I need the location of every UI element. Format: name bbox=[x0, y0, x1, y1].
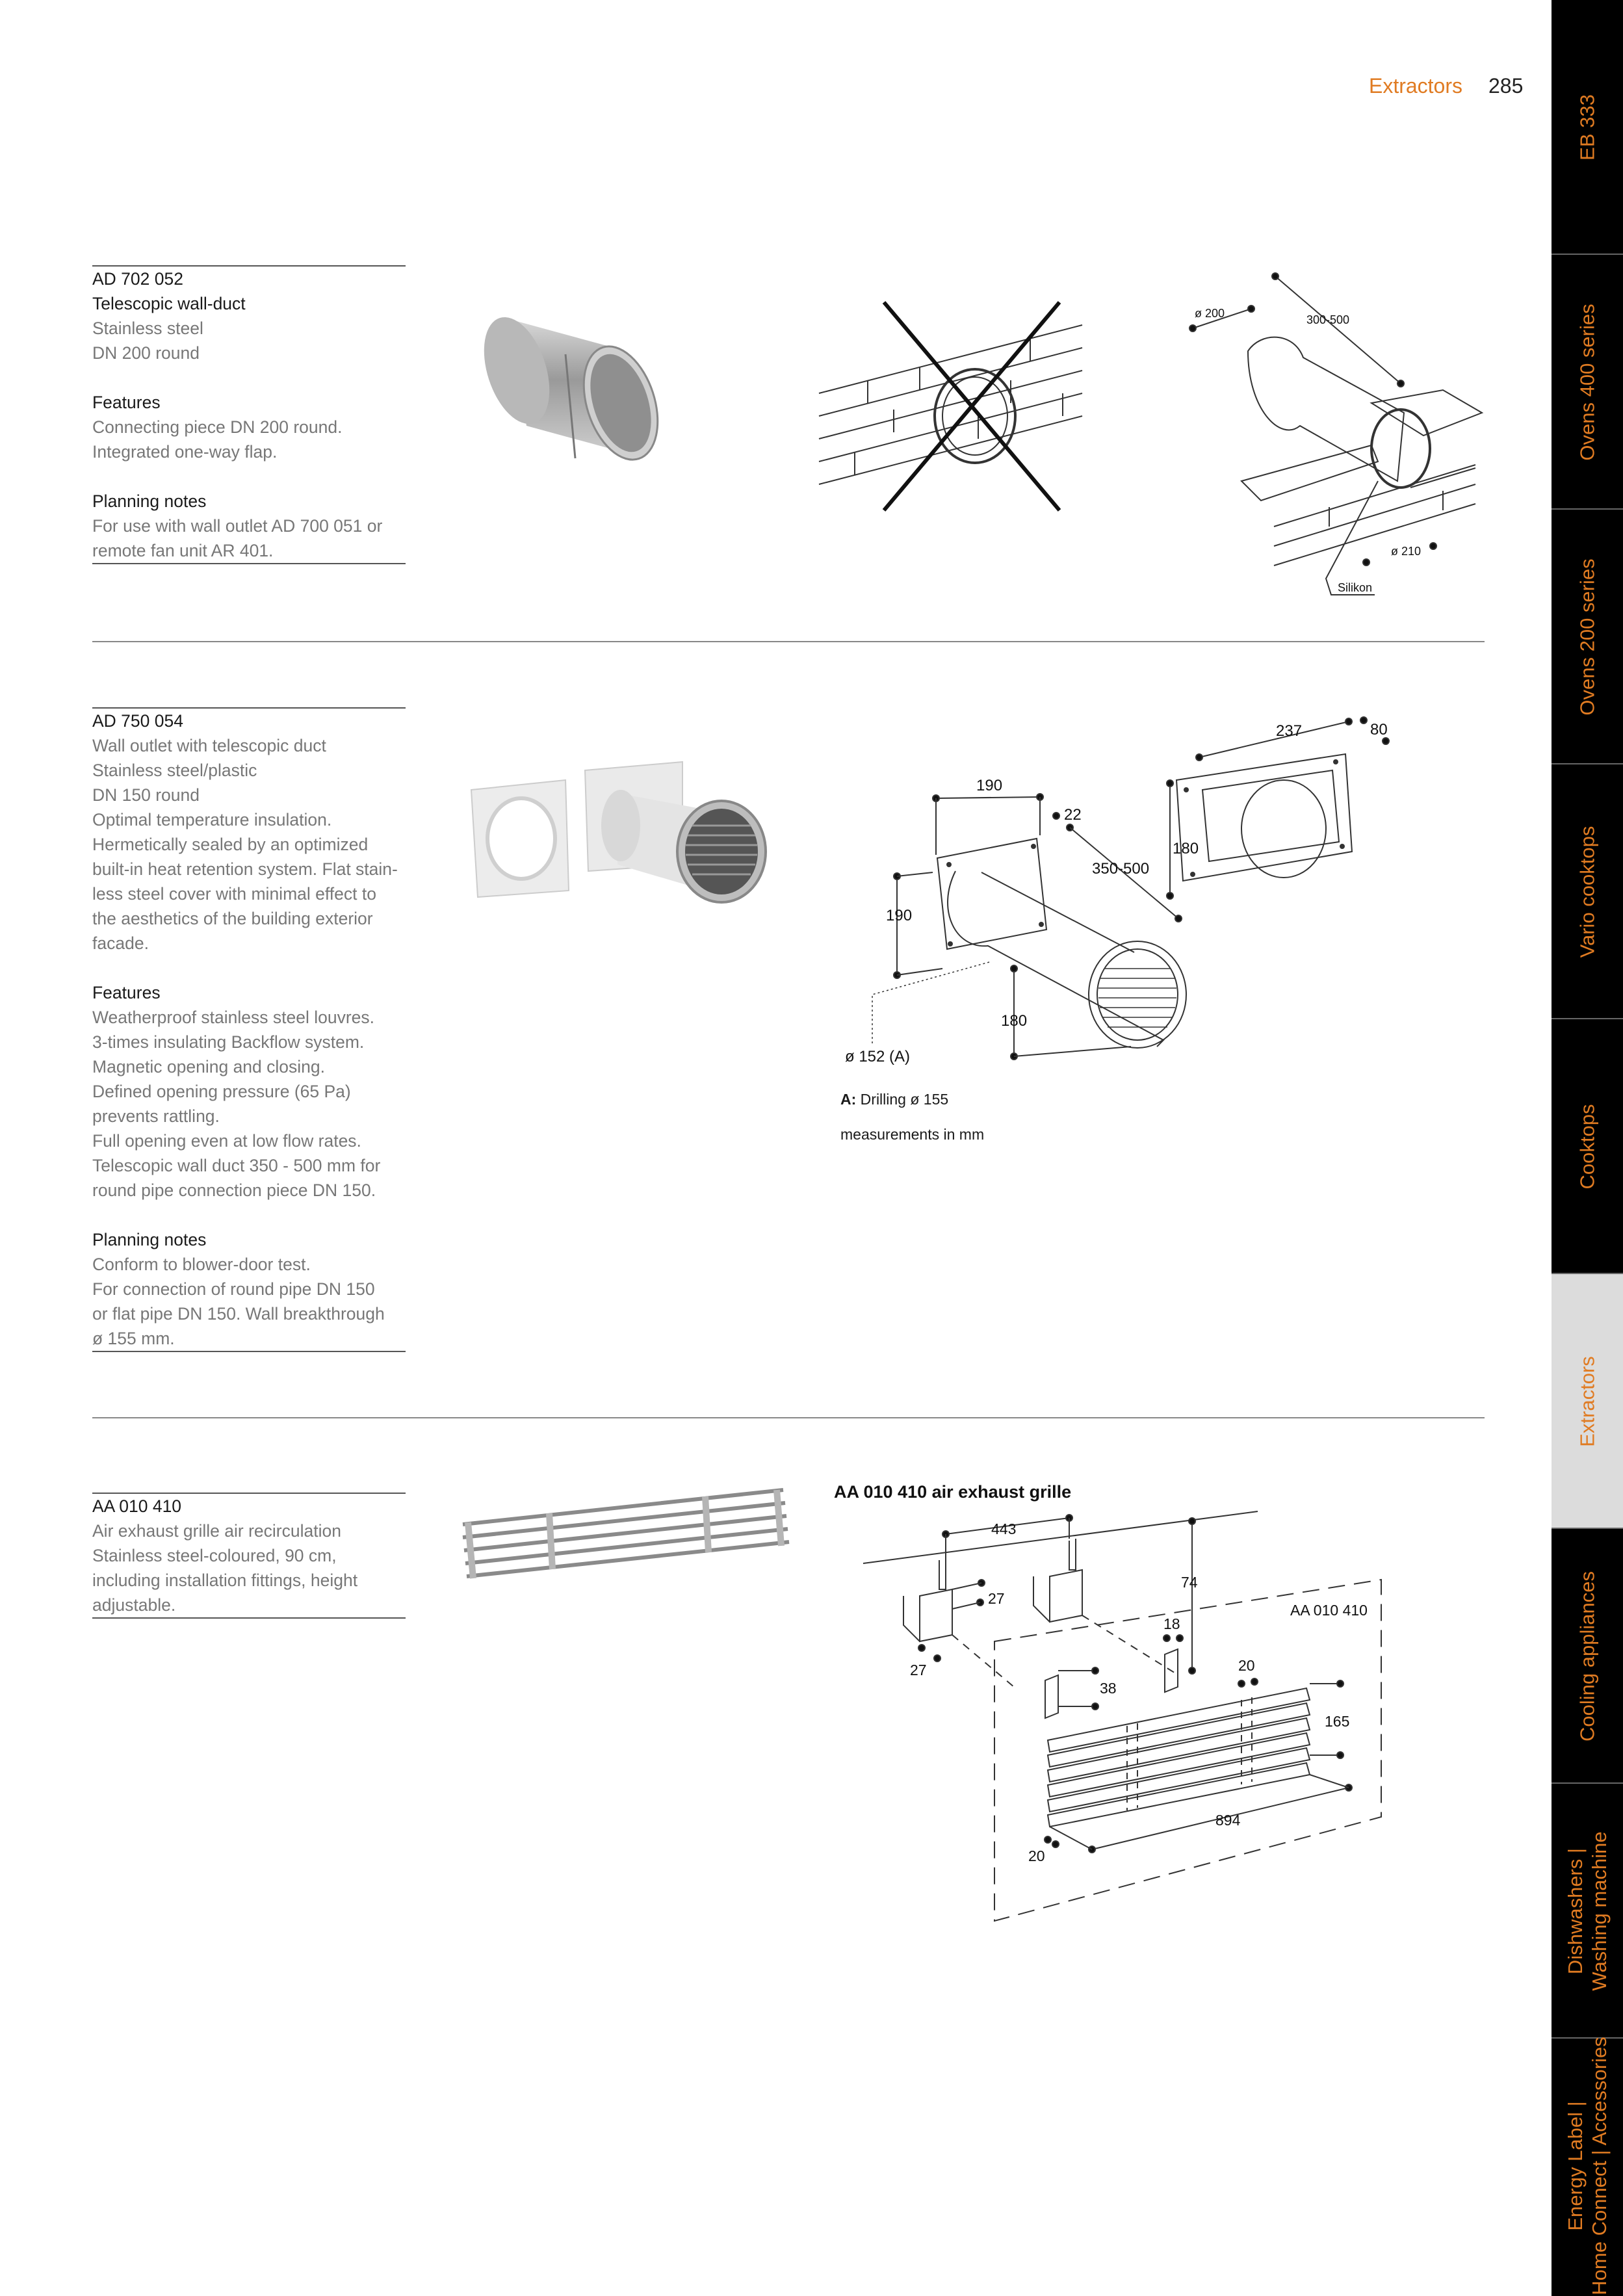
svg-text:27: 27 bbox=[988, 1590, 1005, 1607]
svg-text:80: 80 bbox=[1370, 721, 1388, 738]
tab-vario-cooktops[interactable]: Vario cooktops bbox=[1552, 764, 1623, 1019]
tab-ovens-400[interactable]: Ovens 400 series bbox=[1552, 255, 1623, 510]
svg-text:ø 152 (A): ø 152 (A) bbox=[845, 1048, 911, 1065]
tab-ovens-200[interactable]: Ovens 200 series bbox=[1552, 510, 1623, 764]
tab-eb-333[interactable]: EB 333 bbox=[1552, 0, 1623, 255]
tab-energy-label[interactable]: Energy Label | Home Connect | Accessories bbox=[1563, 2037, 1611, 2295]
svg-text:300-500: 300-500 bbox=[1306, 313, 1350, 326]
svg-text:180: 180 bbox=[1001, 1012, 1028, 1030]
exhaust-grille-photo bbox=[455, 1482, 796, 1593]
section-divider bbox=[92, 641, 1485, 642]
svg-text:350-500: 350-500 bbox=[1092, 860, 1150, 878]
svg-text:190: 190 bbox=[976, 777, 1003, 794]
svg-text:AA 010 410: AA 010 410 bbox=[1290, 1602, 1368, 1619]
svg-text:ø 200: ø 200 bbox=[1195, 307, 1225, 320]
svg-text:894: 894 bbox=[1215, 1812, 1241, 1829]
svg-text:190: 190 bbox=[886, 907, 913, 924]
exhaust-grille-dimension-drawing bbox=[851, 1505, 1384, 1934]
telescopic-duct-dimension-drawing bbox=[1163, 267, 1488, 605]
product-code: AD 702 052 bbox=[92, 269, 183, 289]
section-title: Extractors bbox=[1368, 74, 1462, 98]
features-heading: Features bbox=[92, 983, 161, 1002]
svg-text:Silikon: Silikon bbox=[1338, 581, 1373, 594]
svg-text:443: 443 bbox=[991, 1520, 1017, 1537]
drilling-note: A: Drilling ø 155 bbox=[840, 1091, 949, 1108]
svg-text:180: 180 bbox=[1173, 840, 1199, 857]
product-code: AD 750 054 bbox=[92, 711, 183, 731]
planning-heading: Planning notes bbox=[92, 491, 207, 511]
svg-text:22: 22 bbox=[1064, 806, 1082, 824]
product-ad-750-054: AD 750 054 Wall outlet with telescopic duct Stainless steel/plastic DN 150 round Optimal temperature insulation. Hermetically sealed by an optimized built-in heat retention system. Flat stain- less steel cover with minimal effect to the aesthetics of the building exterior facade. Features Weatherproof stainless steel louvres. 3-times insulating Backflow system. Magnetic opening and closing. Defined opening pressure (65 Pa) prevents rattling. Full opening even at low flow rates. Telescopic wall duct 350 - 500 mm for round pipe connection piece DN 150. Planning notes Conform to blower-door test. For connection of round pipe DN 150 or flat pipe DN 150. Wall breakthrough ø 155 mm. bbox=[92, 707, 406, 1352]
svg-text:27: 27 bbox=[910, 1662, 927, 1678]
product-code: AA 010 410 bbox=[92, 1496, 182, 1516]
wall-outlet-dimension-drawing bbox=[832, 702, 1404, 1079]
units-note: measurements in mm bbox=[840, 1126, 985, 1143]
product-title: Telescopic wall-duct bbox=[92, 294, 246, 313]
features-heading: Features bbox=[92, 393, 161, 412]
tab-extractors[interactable]: Extractors bbox=[1552, 1274, 1623, 1529]
svg-text:74: 74 bbox=[1181, 1574, 1198, 1591]
planning-heading: Planning notes bbox=[92, 1230, 207, 1249]
svg-text:ø 210: ø 210 bbox=[1391, 545, 1422, 558]
product-aa-010-410: AA 010 410 Air exhaust grille air recirculation Stainless steel-coloured, 90 cm, including installation fittings, height adjustable. bbox=[92, 1493, 406, 1619]
tab-cooktops[interactable]: Cooktops bbox=[1552, 1019, 1623, 1274]
tab-cooling-appliances[interactable]: Cooling appliances bbox=[1552, 1529, 1623, 1784]
tab-dishwashers[interactable]: Dishwashers | Washing machine bbox=[1552, 1784, 1623, 2039]
svg-text:20: 20 bbox=[1238, 1657, 1255, 1674]
wall-outlet-photo bbox=[468, 754, 780, 904]
svg-text:18: 18 bbox=[1163, 1615, 1180, 1632]
svg-text:237: 237 bbox=[1276, 722, 1303, 740]
telescopic-duct-photo bbox=[481, 293, 682, 475]
svg-text:38: 38 bbox=[1100, 1680, 1117, 1697]
section-divider bbox=[92, 1417, 1485, 1418]
page-number: 285 bbox=[1488, 74, 1524, 98]
incorrect-installation-drawing bbox=[816, 296, 1089, 517]
grille-drawing-title: AA 010 410 air exhaust grille bbox=[834, 1482, 1072, 1502]
sidebar bbox=[1552, 0, 1623, 2296]
product-ad-702-052: AD 702 052 Telescopic wall-duct Stainless steel DN 200 round Features Connecting piece DN 200 round. Integrated one-way flap. Planning notes For use with wall outlet AD 700 051 or remote fan unit AR 401. bbox=[92, 265, 406, 564]
svg-text:165: 165 bbox=[1325, 1713, 1350, 1730]
svg-text:20: 20 bbox=[1028, 1847, 1045, 1864]
